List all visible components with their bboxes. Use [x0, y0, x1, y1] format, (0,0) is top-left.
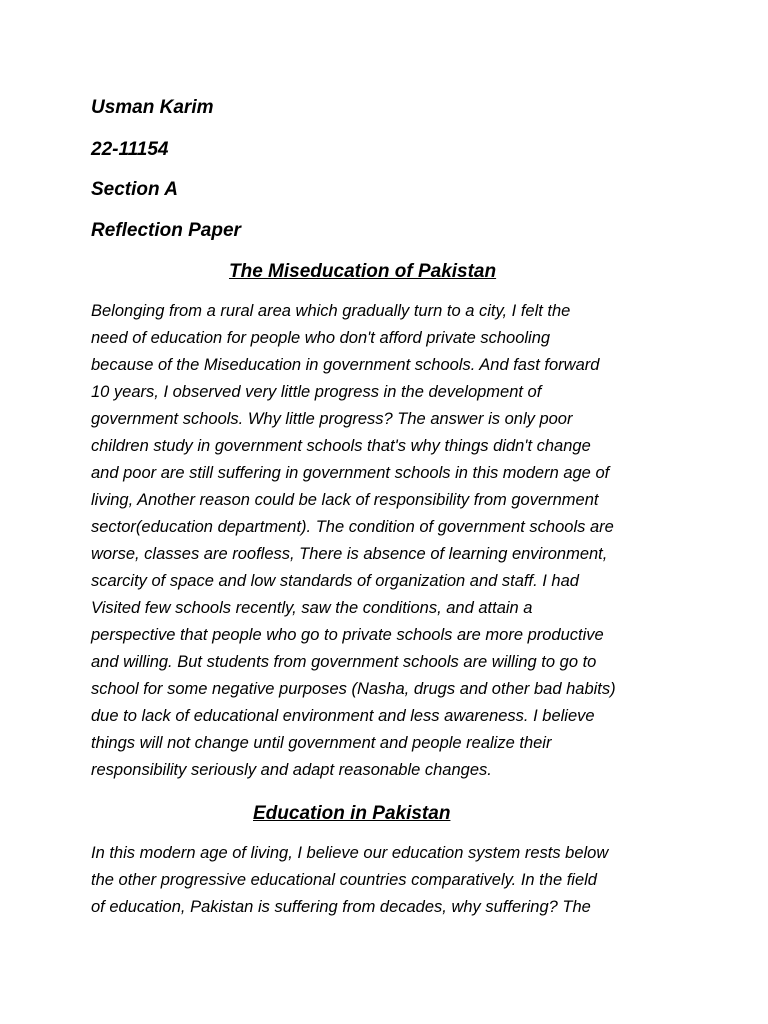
paragraph-line: and poor are still suffering in government schools in this modern age of [91, 464, 610, 482]
paragraph-line: of education, Pakistan is suffering from decades, why suffering? The [91, 898, 591, 916]
paragraph-line: Belonging from a rural area which gradually turn to a city, I felt the [91, 302, 571, 320]
body-paragraph-education [91, 840, 691, 921]
paragraph-line: the other progressive educational countries comparatively. In the field [91, 871, 597, 889]
paragraph-line: 10 years, I observed very little progress in the development of [91, 383, 542, 401]
paragraph-line: things will not change until government and people realize their [91, 734, 552, 752]
author-name: Usman Karim [91, 97, 214, 118]
paragraph-line: and willing. But students from government schools are willing to go to [91, 653, 597, 671]
section-heading-miseducation: The Miseducation of Pakistan [229, 261, 497, 282]
section-label: Section A [91, 179, 178, 200]
paragraph-line: In this modern age of living, I believe our education system rests below [91, 844, 609, 862]
paragraph-line: responsibility seriously and adapt reasonable changes. [91, 761, 492, 779]
paragraph-line: living, Another reason could be lack of responsibility from government [91, 491, 599, 509]
paragraph-line: because of the Miseducation in government schools. And fast forward [91, 356, 600, 374]
student-id: 22-11154 [91, 139, 169, 160]
paragraph-line: scarcity of space and low standards of organization and staff. I had [91, 572, 579, 590]
paragraph-line: Visited few schools recently, saw the conditions, and attain a [91, 599, 533, 617]
paragraph-line: sector(education department). The condition of government schools are [91, 518, 614, 536]
paragraph-line: perspective that people who go to private schools are more productive [91, 626, 604, 644]
paragraph-line: government schools. Why little progress? The answer is only poor [91, 410, 573, 428]
document-type: Reflection Paper [91, 220, 241, 241]
paragraph-line: need of education for people who don't afford private schooling [91, 329, 551, 347]
paragraph-line: worse, classes are roofless, There is absence of learning environment, [91, 545, 608, 563]
section-heading-education: Education in Pakistan [253, 803, 451, 824]
paragraph-line: due to lack of educational environment and less awareness. I believe [91, 707, 595, 725]
body-paragraph-miseducation [91, 298, 691, 784]
paragraph-line: children study in government schools that's why things didn't change [91, 437, 591, 455]
paragraph-line: school for some negative purposes (Nasha, drugs and other bad habits) [91, 680, 616, 698]
